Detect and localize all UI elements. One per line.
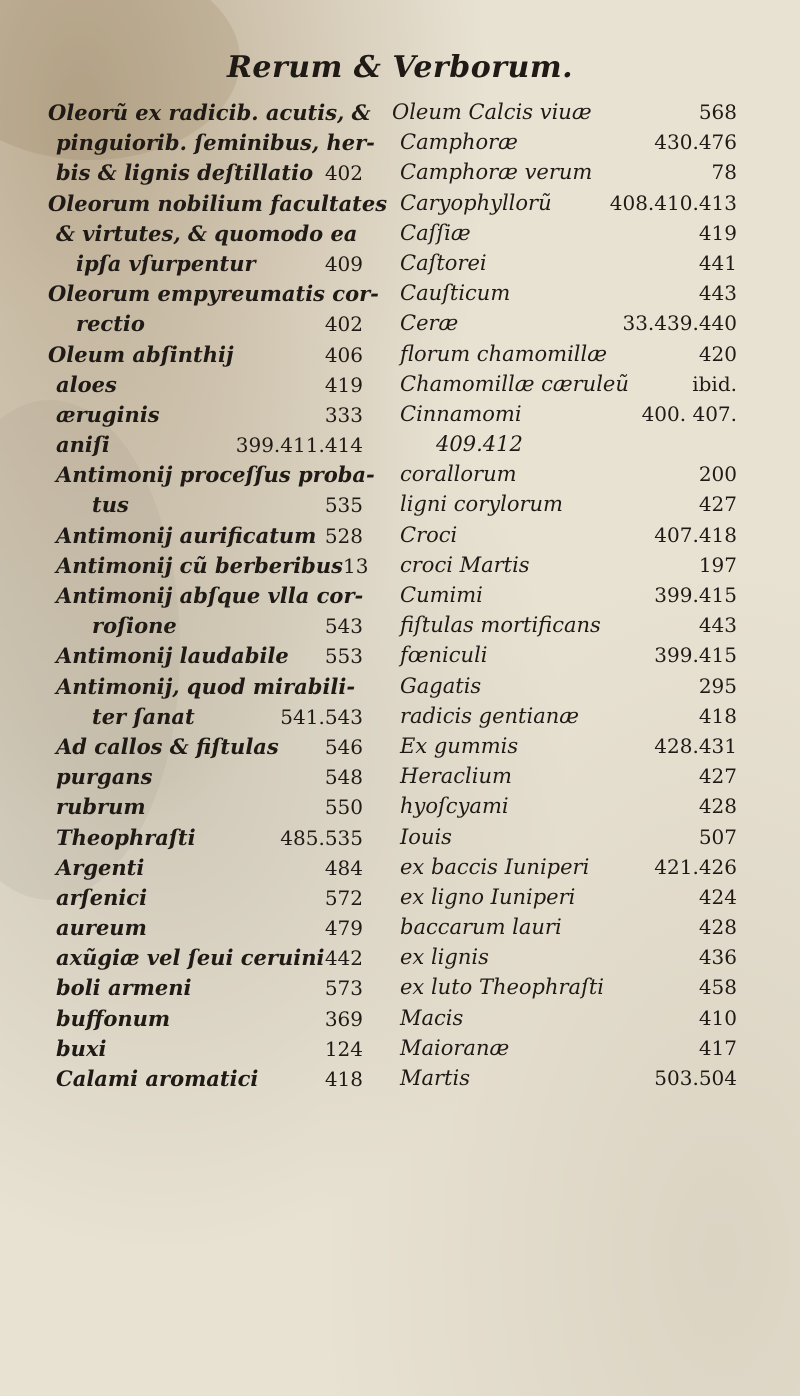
entry-term: 409.412 (436, 432, 523, 457)
index-entry (392, 311, 737, 341)
entry-term: Heraclium (400, 764, 512, 789)
entry-term: Ex gummis (400, 733, 519, 758)
entry-term: baccarum lauri (400, 915, 562, 940)
index-entry (48, 855, 363, 885)
entry-term: rectio (76, 311, 145, 337)
entry-page-number: 485.535 (280, 825, 363, 850)
index-entry (48, 372, 363, 402)
index-entry (392, 704, 737, 734)
entry-page-number: 427 (698, 764, 737, 789)
entry-page-number: ibid. (692, 371, 737, 396)
entry-page-number: 436 (698, 945, 737, 970)
entry-page-number: 430.476 (654, 130, 737, 155)
index-entry (48, 130, 375, 160)
entry-page-number: 546 (324, 734, 363, 759)
index-entry (48, 281, 379, 311)
entry-term: ex luto Theophraſti (400, 975, 605, 1000)
entry-page-number: 407.418 (654, 522, 737, 547)
entry-page-number: 443 (698, 613, 737, 638)
index-entry (392, 1006, 737, 1036)
entry-term: Oleorum empyreumatis cor- (48, 281, 379, 307)
index-entry (392, 492, 737, 522)
entry-page-number: 503.504 (654, 1066, 737, 1090)
entry-term: pinguiorib. ſeminibus, her- (56, 130, 375, 156)
index-entry (392, 1066, 737, 1096)
entry-page-number: 507 (698, 824, 737, 849)
index-entry (48, 342, 363, 372)
entry-term: Croci (400, 522, 458, 547)
entry-term: Cinnamomi (400, 401, 522, 426)
entry-page-number: 484 (324, 855, 363, 880)
entry-page-number: 528 (324, 523, 363, 548)
entry-term: ligni corylorum (400, 492, 563, 517)
entry-page-number: 442 (324, 946, 363, 971)
entry-page-number: 417 (698, 1035, 737, 1060)
index-entry (48, 825, 363, 855)
entry-page-number: 428 (698, 794, 737, 819)
index-entry (392, 855, 737, 885)
entry-term: buffonum (56, 1005, 171, 1031)
index-entry (48, 552, 369, 583)
index-entry (48, 885, 363, 915)
entry-term: fœniculi (400, 643, 488, 668)
entry-term: Caſſiæ (400, 220, 471, 245)
entry-page-number: 402 (324, 161, 363, 186)
index-entry (392, 372, 737, 402)
index-entry (392, 794, 737, 824)
index-entry (48, 704, 363, 734)
index-entry (392, 825, 737, 855)
entry-term: Calami aromatici (56, 1066, 259, 1091)
index-entry (392, 462, 737, 492)
entry-page-number: 458 (698, 975, 737, 1000)
index-entry (392, 553, 737, 583)
entry-page-number: 399.415 (654, 583, 737, 607)
index-entry (48, 190, 388, 221)
entry-page-number: 568 (698, 100, 737, 124)
entry-term: Oleorum nobilium facultates (48, 190, 388, 216)
index-entry (48, 251, 363, 281)
entry-term: aniſi (56, 432, 110, 458)
index-entry (48, 523, 363, 553)
entry-term: ipſa vſurpentur (76, 250, 256, 276)
index-entry (392, 130, 737, 160)
index-entry (392, 915, 737, 945)
index-entry (392, 734, 737, 764)
entry-term: aureum (56, 915, 147, 941)
entry-term: ex lignis (400, 945, 489, 970)
index-entry (392, 523, 737, 553)
entry-term: roſione (92, 613, 177, 639)
index-entry (392, 583, 737, 613)
entry-page-number: 295 (698, 673, 737, 698)
entry-page-number: 572 (324, 885, 363, 910)
index-entry (48, 221, 363, 251)
entry-term: Argenti (56, 854, 145, 880)
right-index-column (392, 100, 737, 1096)
entry-page-number: 369 (324, 1006, 363, 1031)
index-entry (48, 432, 363, 462)
entry-page-number: 402 (324, 312, 363, 337)
entry-term: æruginis (56, 401, 160, 427)
entry-page-number: 197 (698, 552, 737, 577)
entry-term: Camphoræ (400, 130, 518, 155)
index-entry (392, 432, 737, 462)
entry-term: boli armeni (56, 975, 192, 1001)
entry-page-number: 553 (324, 644, 363, 669)
entry-term: hyoſcyami (400, 794, 509, 819)
entry-term: ter ſanat (92, 703, 195, 729)
entry-page-number: 418 (324, 1067, 363, 1091)
entry-page-number: 409 (324, 251, 363, 276)
index-entry (48, 945, 363, 975)
entry-term: Iouis (400, 824, 452, 849)
index-entry (48, 734, 363, 764)
entry-page-number: 33.439.440 (622, 311, 737, 336)
entry-page-number: 441 (698, 250, 737, 275)
index-entry (392, 975, 737, 1005)
entry-term: Oleorũ ex radicib. acutis, & (48, 100, 371, 125)
index-entry (392, 402, 737, 432)
entry-page-number: 418 (698, 703, 737, 728)
entry-term: Ceræ (400, 311, 459, 336)
entry-term: Gagatis (400, 673, 482, 698)
entry-term: arſenici (56, 884, 148, 910)
index-entry (392, 945, 737, 975)
entry-term: Oleum abſinthij (48, 341, 234, 367)
entry-term: bis & lignis deſtillatio (56, 160, 314, 186)
entry-term: Cumimi (400, 583, 483, 607)
index-entry (392, 251, 737, 281)
index-entry (48, 764, 363, 794)
entry-term: croci Martis (400, 552, 530, 577)
entry-page-number: 427 (698, 492, 737, 517)
index-entry (392, 613, 737, 643)
index-entry (392, 643, 737, 673)
entry-page-number: 443 (698, 281, 737, 306)
entry-term: rubrum (56, 794, 146, 820)
index-entry (48, 1036, 363, 1066)
entry-term: buxi (56, 1035, 107, 1061)
index-entry (48, 100, 371, 130)
entry-term: tus (92, 492, 129, 518)
entry-page-number: 541.543 (280, 704, 363, 729)
entry-term: Caryophyllorũ (400, 190, 552, 215)
index-entry (392, 191, 737, 221)
left-index-column (48, 100, 388, 1096)
entry-term: fiſtulas mortificans (400, 613, 601, 638)
entry-page-number: 406 (324, 342, 363, 367)
index-entry (392, 764, 737, 794)
entry-term: Camphoræ verum (400, 160, 593, 185)
entry-term: & virtutes, & quomodo ea (56, 220, 358, 246)
entry-term: Antimonij cũ berberibus (56, 552, 343, 578)
entry-page-number: 400. 407. (641, 401, 737, 426)
entry-page-number: 410 (698, 1005, 737, 1030)
index-entry (392, 281, 737, 311)
index-entry (48, 674, 363, 704)
entry-term: axũgiæ vel ſeui ceruini (56, 945, 325, 971)
entry-page-number: 13 (342, 553, 369, 578)
index-entry (48, 915, 363, 945)
entry-page-number: 419 (324, 372, 363, 397)
index-entry (48, 794, 363, 824)
entry-page-number: 399.415 (654, 643, 737, 668)
entry-term: radicis gentianæ (400, 703, 579, 728)
entry-term: Theophraſti (56, 824, 196, 850)
index-entry (392, 221, 737, 251)
entry-page-number: 428 (698, 915, 737, 940)
entry-page-number: 399.411.414 (235, 433, 363, 458)
entry-page-number: 408.410.413 (609, 190, 737, 215)
entry-page-number: 548 (324, 765, 363, 790)
index-entry (48, 402, 363, 432)
index-entry (48, 311, 363, 341)
entry-page-number: 550 (324, 795, 363, 820)
entry-term: Caſtorei (400, 250, 487, 275)
entry-term: Antimonij proceſſus proba- (56, 462, 375, 488)
index-entry (392, 160, 737, 190)
entry-term: Oleum Calcis viuæ (392, 100, 592, 124)
entry-page-number: 543 (324, 614, 363, 639)
entry-term: Chamomillæ cæruleũ (400, 371, 629, 396)
entry-term: Antimonij abſque vlla cor- (56, 583, 364, 608)
entry-page-number: 78 (711, 160, 737, 185)
entry-page-number: 573 (324, 976, 363, 1001)
entry-term: Ad callos & fiſtulas (56, 733, 279, 759)
entry-term: Antimonij aurificatum (56, 522, 317, 548)
index-entry (48, 1006, 363, 1036)
index-entry (48, 975, 363, 1005)
entry-page-number: 479 (324, 916, 363, 941)
index-entry (392, 885, 737, 915)
entry-page-number: 421.426 (654, 854, 737, 879)
entry-term: Antimonij laudabile (56, 643, 289, 669)
entry-page-number: 200 (698, 462, 737, 487)
entry-page-number: 535 (324, 493, 363, 518)
entry-term: Maioranæ (400, 1035, 510, 1060)
entry-page-number: 419 (698, 220, 737, 245)
index-entry (48, 583, 363, 613)
entry-page-number: 424 (698, 884, 737, 909)
entry-page-number: 420 (698, 341, 737, 366)
entry-page-number: 124 (324, 1036, 363, 1061)
index-entry (392, 1036, 737, 1066)
entry-term: Antimonij, quod mirabili- (56, 673, 356, 699)
index-entry (48, 160, 363, 190)
entry-term: ex baccis Iuniperi (400, 854, 590, 879)
running-header: Rerum & Verborum. (226, 50, 574, 85)
entry-page-number: 428.431 (654, 733, 737, 758)
index-entry (48, 462, 375, 492)
entry-term: corallorum (400, 462, 517, 487)
entry-term: Martis (400, 1066, 470, 1090)
entry-page-number: 333 (324, 402, 363, 427)
index-entry (392, 100, 737, 130)
index-entry (48, 613, 363, 643)
entry-term: Cauſticum (400, 281, 511, 306)
entry-term: Macis (400, 1005, 464, 1030)
entry-term: aloes (56, 371, 117, 397)
entry-term: ex ligno Iuniperi (400, 884, 576, 909)
entry-term: purgans (56, 764, 153, 790)
index-entry (48, 492, 363, 522)
index-entry (48, 643, 363, 673)
index-entry (48, 1066, 363, 1096)
index-entry (392, 342, 737, 372)
entry-term: florum chamomillæ (400, 341, 607, 366)
index-entry (392, 674, 737, 704)
